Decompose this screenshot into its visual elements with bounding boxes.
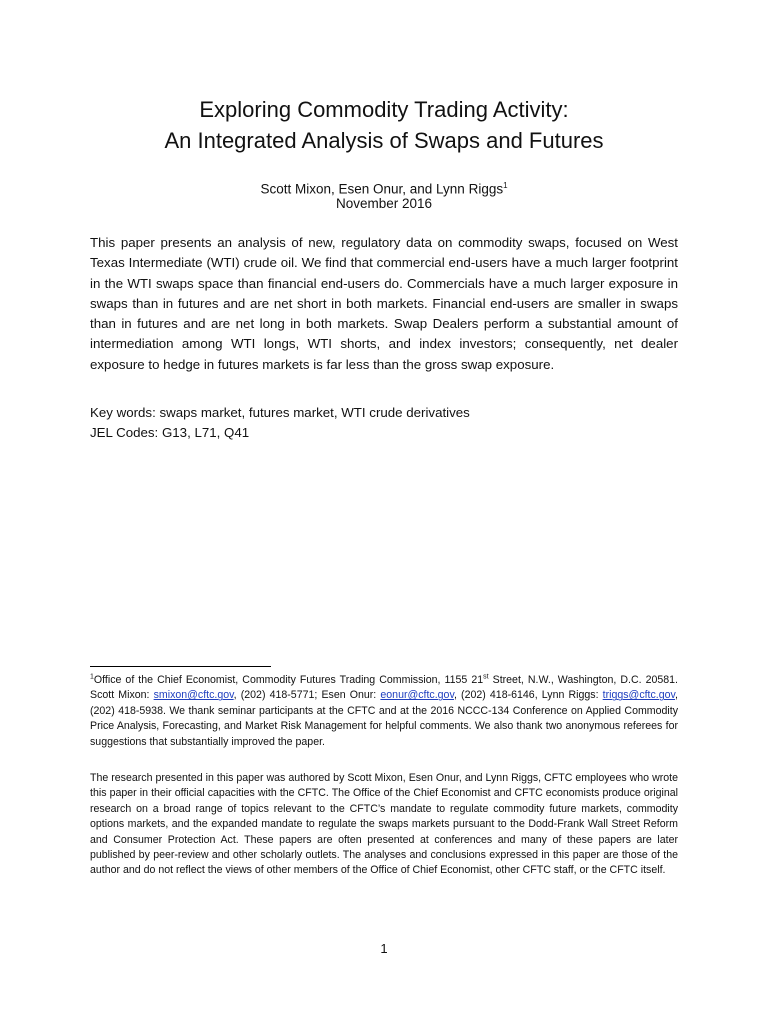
footnote-mark: 1 bbox=[90, 673, 94, 681]
paper-title-line-1: Exploring Commodity Trading Activity: bbox=[199, 97, 569, 122]
footnote-text-3: , (202) 418-5771; Esen Onur: bbox=[233, 689, 381, 702]
footnote-st-superscript: st bbox=[483, 673, 489, 681]
footnote-affiliation bbox=[90, 673, 678, 750]
email-link-onur[interactable]: eonur@cftc.gov bbox=[380, 689, 454, 702]
email-link-mixon[interactable]: smixon@cftc.gov bbox=[153, 689, 234, 702]
paper-title-line-2: An Integrated Analysis of Swaps and Futures bbox=[164, 128, 604, 153]
footnote-text-5: , (202) 418-5938. We thank seminar participants at the CFTC and at the 2016 NCCC-134 Conference on Applied Commodity Price Analysis, Forecasting, and Market Risk Management for helpful comments. We also thank two anonymous referees for suggestions that substantially improved the paper. bbox=[90, 689, 678, 748]
footnote-separator bbox=[90, 666, 271, 667]
page-number: 1 bbox=[380, 941, 388, 956]
footnote-text-1: Office of the Chief Economist, Commodity Futures Trading Commission, 1155 21 bbox=[93, 674, 484, 686]
footnote-text-2: Street, N.W., Washington, D.C. 20581. Scott Mixon: bbox=[90, 674, 678, 702]
author-footnote-mark: 1 bbox=[503, 181, 508, 190]
disclaimer-paragraph: The research presented in this paper was authored by Scott Mixon, Esen Onur, and Lynn Riggs, CFTC employees who wrote this paper in their official capacities with the CFTC. The Office of the Chief Economist and CFTC economists produce original research on a broad range of topics relevant to the CFTC’s mandate to regulate commodity future markets, commodity options markets, and the expanded mandate to regulate the swaps markets pursuant to the Dodd-Frank Wall Street Reform and Consumer Protection Act. These papers are often presented at conferences and many of these papers are later published by peer-review and other scholarly outlets. The analyses and conclusions expressed in this paper are those of the author and do not reflect the views of other members of the Office of Chief Economist, other CFTC staff, or the CFTC itself. bbox=[90, 772, 678, 877]
publication-date: November 2016 bbox=[335, 196, 433, 211]
footnote-text-4: , (202) 418-6146, Lynn Riggs: bbox=[453, 689, 603, 702]
jel-codes-line: JEL Codes: G13, L71, Q41 bbox=[90, 425, 250, 441]
title-block bbox=[0, 94, 768, 156]
keywords-block bbox=[90, 403, 678, 444]
abstract-paragraph: This paper presents an analysis of new, regulatory data on commodity swaps, focused on West Texas Intermediate (WTI) crude oil. We find that commercial end-users have a much larger footprint in the WTI swaps space than financial end-users do. Commercials have a much larger exposure in swaps than in futures and are net short in both markets. Financial end-users are smaller in swaps than in futures and are net long in both markets. Swap Dealers perform a substantial amount of intermediation among WTI longs, WTI shorts, and index investors; consequently, net dealer exposure to hedge in futures markets is far less than the gross swap exposure. bbox=[90, 235, 678, 372]
author-names: Scott Mixon, Esen Onur, and Lynn Riggs bbox=[260, 181, 504, 197]
email-link-riggs[interactable]: triggs@cftc.gov bbox=[602, 689, 676, 702]
keywords-line: Key words: swaps market, futures market, WTI crude derivatives bbox=[90, 405, 470, 420]
